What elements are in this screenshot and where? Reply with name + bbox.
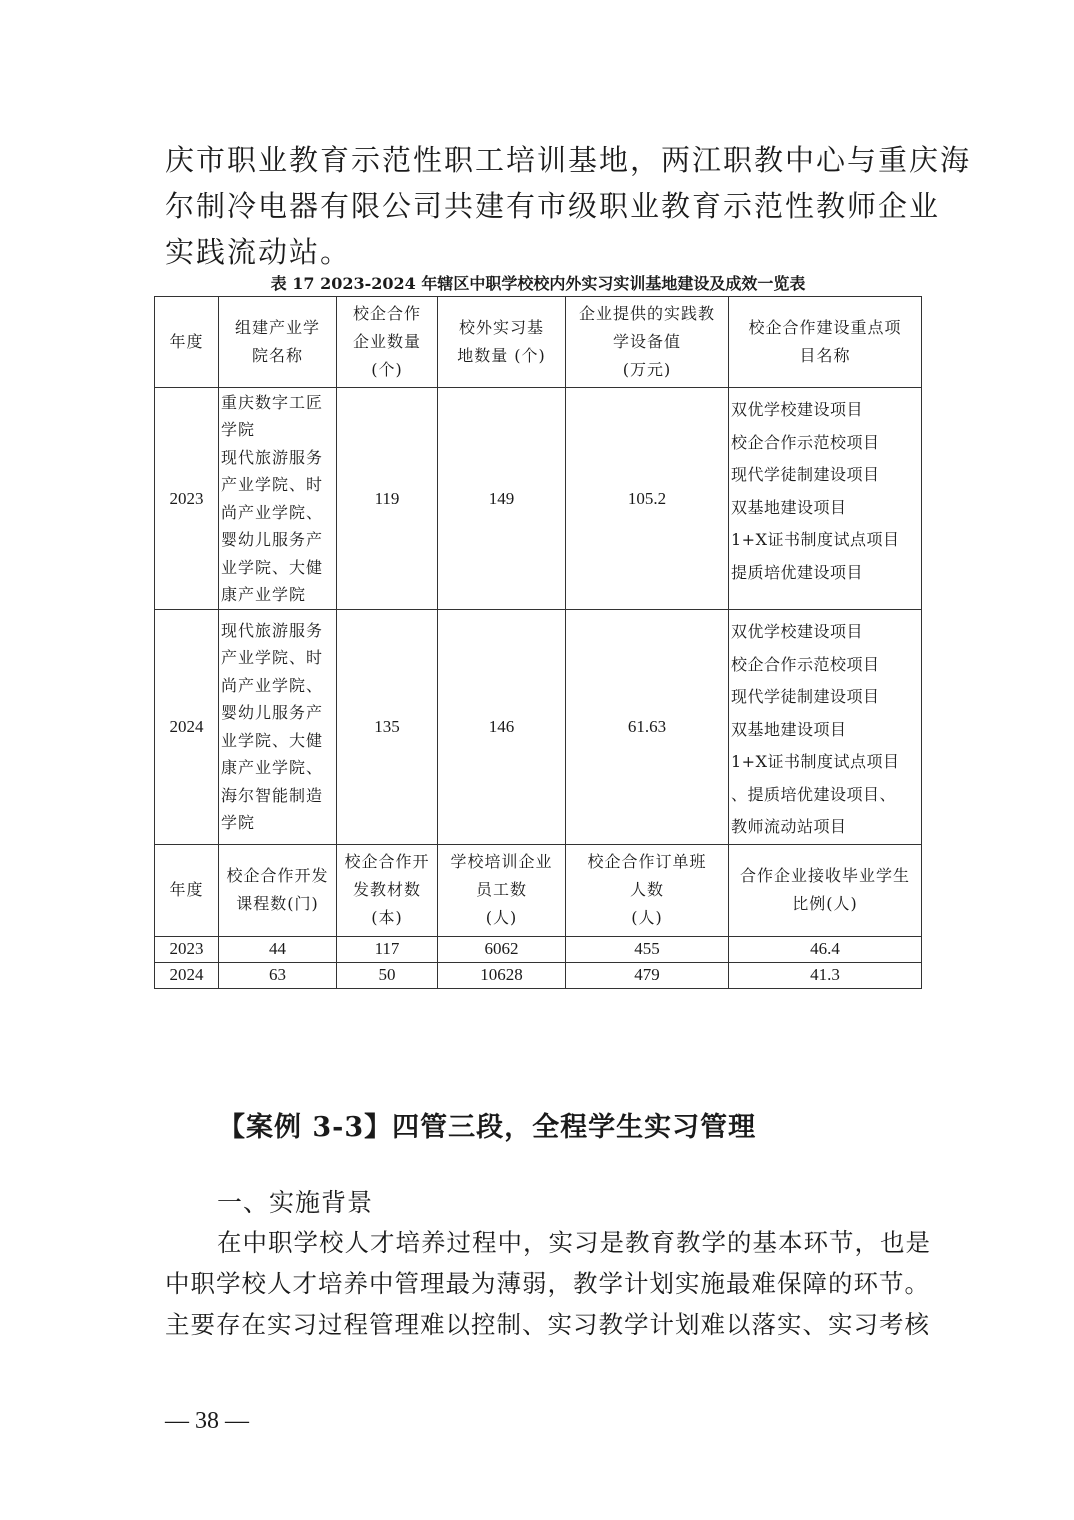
body-line: 主要存在实习过程管理难以控制、实习教学计划难以落实、实习考核 xyxy=(165,1310,930,1339)
header-year: 年度 xyxy=(155,297,219,388)
cell-college: 现代旅游服务 产业学院、时 尚产业学院、 婴幼儿服务产 业学院、大健 康产业学院、 海尔智能制造 学院 xyxy=(219,610,337,845)
cell-order-class: 479 xyxy=(566,962,729,988)
cell-enterprises: 119 xyxy=(337,388,438,610)
table-header-row xyxy=(155,297,922,388)
table-caption: 表 17 2023-2024 年辖区中职学校校内外实习实训基地建设及成效一览表 xyxy=(270,274,806,293)
cell-textbooks: 117 xyxy=(337,936,438,962)
body-paragraph xyxy=(165,1222,931,1345)
practice-base-table xyxy=(154,296,922,989)
case-title: 【案例 3-3】四管三段，全程学生实习管理 xyxy=(218,1112,757,1143)
page-number: — 38 — xyxy=(165,1408,249,1434)
header-textbooks: 校企合作开 发教材数 (本) xyxy=(337,844,438,936)
cell-enterprises: 135 xyxy=(337,610,438,845)
table-header-row xyxy=(155,844,922,936)
header-equipment: 企业提供的实践教 学设备值 (万元) xyxy=(566,297,729,388)
cell-trained: 10628 xyxy=(438,962,566,988)
cell-ratio: 41.3 xyxy=(729,962,922,988)
header-enterprises: 校企合作 企业数量 (个) xyxy=(337,297,438,388)
header-bases: 校外实习基 地数量 (个) xyxy=(438,297,566,388)
body-line: 中职学校人才培养中管理最为薄弱，教学计划实施最难保障的环节。 xyxy=(165,1269,930,1298)
cell-projects: 双优学校建设项目 校企合作示范校项目 现代学徒制建设项目 双基地建设项目 1+X证书制度试点项目 提质培优建设项目 xyxy=(729,388,922,610)
table-row xyxy=(155,962,922,988)
cell-projects: 双优学校建设项目 校企合作示范校项目 现代学徒制建设项目 双基地建设项目 1+X证书制度试点项目 、提质培优建设项目、 教师流动站项目 xyxy=(729,610,922,845)
cell-order-class: 455 xyxy=(566,936,729,962)
cell-bases: 146 xyxy=(438,610,566,845)
cell-college: 重庆数字工匠 学院 现代旅游服务 产业学院、时 尚产业学院、 婴幼儿服务产 业学院、大健 康产业学院 xyxy=(219,388,337,610)
intro-paragraph xyxy=(165,137,972,275)
cell-equipment: 61.63 xyxy=(566,610,729,845)
header-courses: 校企合作开发 课程数(门) xyxy=(219,844,337,936)
table-row xyxy=(155,936,922,962)
intro-line: 实践流动站。 xyxy=(165,235,352,269)
cell-bases: 149 xyxy=(438,388,566,610)
header-trained: 学校培训企业 员工数 (人) xyxy=(438,844,566,936)
cell-year: 2023 xyxy=(155,936,219,962)
header-year: 年度 xyxy=(155,844,219,936)
cell-year: 2024 xyxy=(155,610,219,845)
body-line: 在中职学校人才培养过程中，实习是教育教学的基本环节，也是 xyxy=(217,1228,931,1257)
header-ratio: 合作企业接收毕业学生 比例(人) xyxy=(729,844,922,936)
intro-line: 庆市职业教育示范性职工培训基地，两江职教中心与重庆海 xyxy=(165,143,972,177)
cell-textbooks: 50 xyxy=(337,962,438,988)
intro-line: 尔制冷电器有限公司共建有市级职业教育示范性教师企业 xyxy=(165,189,941,223)
cell-ratio: 46.4 xyxy=(729,936,922,962)
cell-equipment: 105.2 xyxy=(566,388,729,610)
cell-courses: 44 xyxy=(219,936,337,962)
header-order-class: 校企合作订单班 人数 (人) xyxy=(566,844,729,936)
header-projects: 校企合作建设重点项 目名称 xyxy=(729,297,922,388)
cell-year: 2024 xyxy=(155,962,219,988)
table-row xyxy=(155,388,922,610)
section-heading: 一、实施背景 xyxy=(217,1188,374,1217)
cell-year: 2023 xyxy=(155,388,219,610)
header-college: 组建产业学 院名称 xyxy=(219,297,337,388)
table-row xyxy=(155,610,922,845)
cell-trained: 6062 xyxy=(438,936,566,962)
cell-courses: 63 xyxy=(219,962,337,988)
